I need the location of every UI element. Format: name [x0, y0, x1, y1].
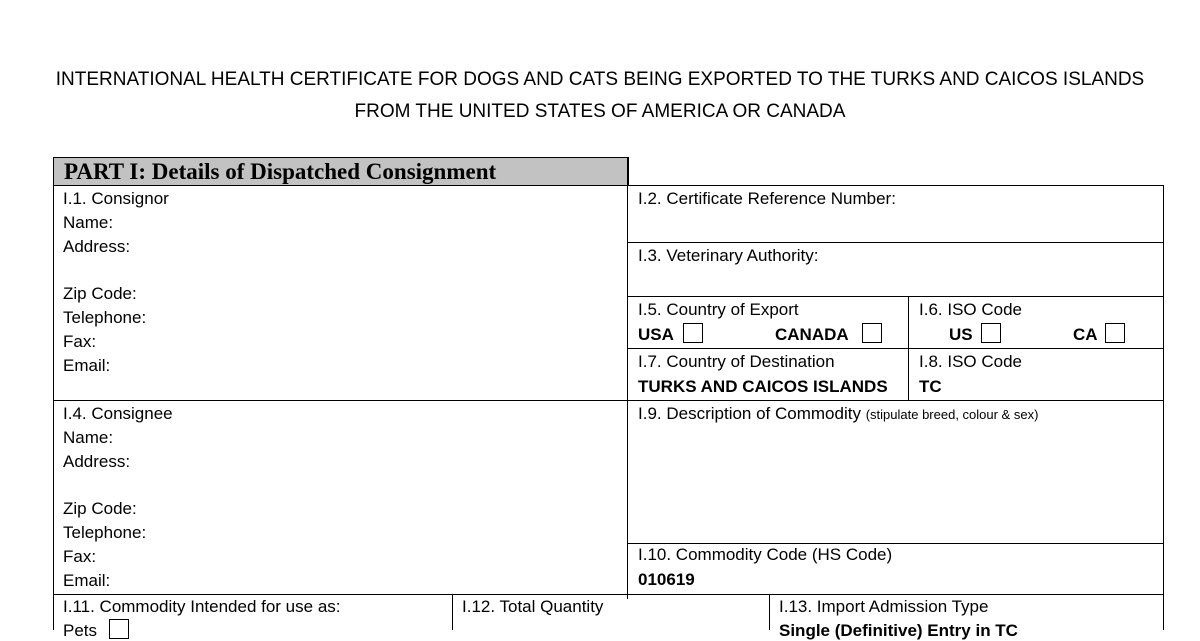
consignor-telephone-label: Telephone: — [63, 308, 147, 327]
commodity-description — [638, 404, 1038, 425]
left-border — [53, 184, 54, 630]
row-divider-description — [627, 543, 1164, 544]
consignee-address-label: Address: — [63, 452, 131, 471]
consignor-heading: I.1. Consignor — [63, 189, 169, 208]
consignee-email-label: Email: — [63, 571, 111, 590]
iso-us-label: US — [949, 325, 973, 344]
consignor-zip-label: Zip Code: — [63, 284, 137, 303]
certificate-ref-label: I.2. Certificate Reference Number: — [638, 189, 896, 208]
row-divider-consignor — [53, 400, 1164, 401]
certificate-title-line1: INTERNATIONAL HEALTH CERTIFICATE FOR DOGS AND CATS BEING EXPORTED TO THE TURKS AND CAICOS ISLANDS — [55, 69, 1145, 90]
import-admission-heading: I.13. Import Admission Type — [779, 597, 989, 616]
row-divider-export — [627, 348, 1164, 349]
commodity-code-value: 010619 — [638, 570, 695, 589]
right-border — [1163, 185, 1164, 630]
right-top-border — [627, 185, 1164, 186]
vet-authority-label: I.3. Veterinary Authority: — [638, 246, 819, 265]
certificate-title-line2: FROM THE UNITED STATES OF AMERICA OR CANADA — [354, 101, 846, 122]
intended-use-pets-label: Pets — [63, 621, 98, 640]
iso-destination-value: TC — [919, 377, 942, 396]
consignor-email-label: Email: — [63, 356, 111, 375]
row-divider-consignee — [53, 594, 1164, 595]
consignee-fax-label: Fax: — [63, 547, 97, 566]
iso-destination-heading: I.8. ISO Code — [919, 352, 1022, 371]
consignee-name-label: Name: — [63, 428, 114, 447]
consignee-heading: I.4. Consignee — [63, 404, 173, 423]
consignee-telephone-label: Telephone: — [63, 523, 147, 542]
commodity-description-heading: I.9. Description of Commodity — [638, 404, 861, 423]
row-divider-vet — [627, 296, 1164, 297]
iso-ca-checkbox[interactable] — [1105, 323, 1125, 343]
part1-title: PART I: Details of Dispatched Consignment — [64, 159, 497, 184]
consignor-fax-label: Fax: — [63, 332, 97, 351]
commodity-description-note: (stipulate breed, colour & sex) — [865, 407, 1039, 422]
export-usa-checkbox[interactable] — [683, 323, 703, 343]
row-divider-ref — [627, 242, 1164, 243]
export-canada-checkbox[interactable] — [862, 323, 882, 343]
quantity-column-divider — [452, 594, 453, 630]
import-admission-option: Single (Definitive) Entry in TC — [779, 621, 1018, 640]
iso-column-divider — [908, 296, 909, 400]
consignee-zip-label: Zip Code: — [63, 499, 137, 518]
country-destination-value: TURKS AND CAICOS ISLANDS — [638, 377, 888, 396]
intended-use-heading: I.11. Commodity Intended for use as: — [63, 597, 341, 616]
country-export-heading: I.5. Country of Export — [638, 300, 799, 319]
iso-ca-label: CA — [1073, 325, 1098, 344]
iso-us-checkbox[interactable] — [981, 323, 1001, 343]
intended-use-pets-checkbox[interactable] — [109, 619, 129, 639]
export-canada-label: CANADA — [775, 325, 849, 344]
consignor-name-label: Name: — [63, 213, 114, 232]
commodity-code-heading: I.10. Commodity Code (HS Code) — [638, 545, 893, 564]
consignor-address-label: Address: — [63, 237, 131, 256]
total-quantity-label: I.12. Total Quantity — [462, 597, 604, 616]
admission-column-divider — [769, 594, 770, 630]
export-usa-label: USA — [638, 325, 674, 344]
iso-export-heading: I.6. ISO Code — [919, 300, 1022, 319]
center-divider — [627, 157, 628, 599]
country-destination-heading: I.7. Country of Destination — [638, 352, 835, 371]
